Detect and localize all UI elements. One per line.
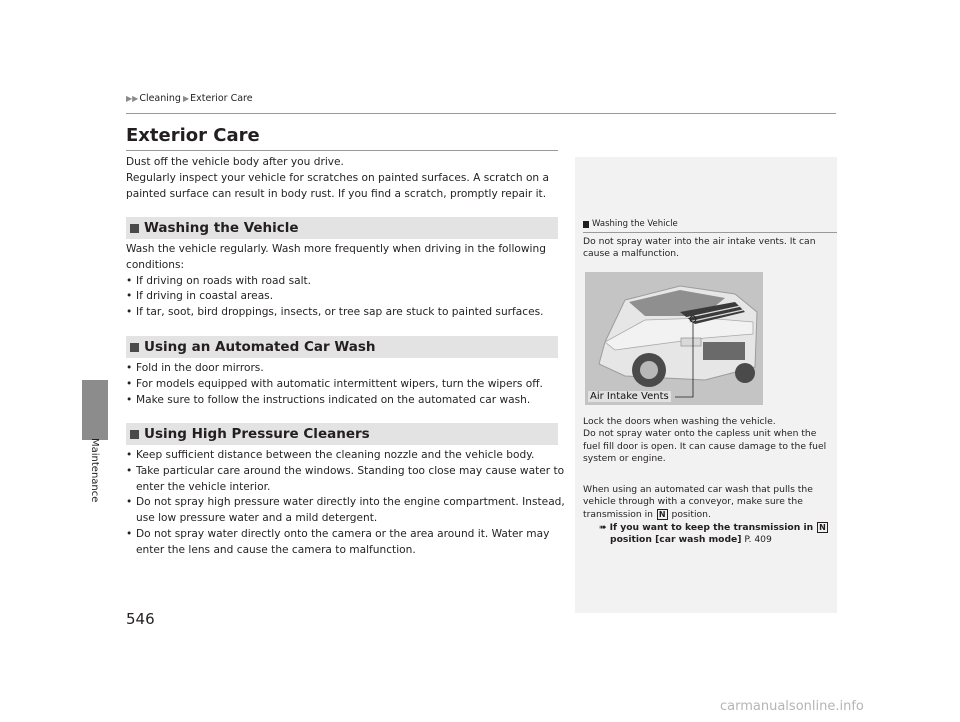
note-paragraph-2 <box>583 416 833 466</box>
section-heading-text: Using an Automated Car Wash <box>144 339 376 355</box>
breadcrumb-arrow-icon: ▶ <box>182 94 190 103</box>
note-line: fuel fill door is open. It can cause damage to the fuel <box>583 440 827 452</box>
vehicle-photo <box>585 272 763 405</box>
intro-line: Regularly inspect your vehicle for scratches on painted surfaces. A scratch on a <box>126 171 550 184</box>
list-item: • For models equipped with automatic intermittent wipers, turn the wipers off. <box>126 377 566 393</box>
breadcrumb <box>126 93 253 104</box>
note-line: When using an automated car wash that pulls the <box>583 484 813 495</box>
list-item <box>126 495 566 527</box>
section-square-icon <box>130 224 139 233</box>
watermark: carmanualsonline.info <box>720 699 864 714</box>
note-paragraph-3 <box>583 484 833 521</box>
note-line: Do not spray water onto the capless unit when the <box>583 428 817 440</box>
intro-line: Dust off the vehicle body after you drive. <box>126 156 344 168</box>
note-marker-icon <box>583 221 589 228</box>
note-rule <box>583 232 837 233</box>
section-heading-automated <box>126 336 558 358</box>
list-item: • If driving in coastal areas. <box>126 289 566 305</box>
note-text: transmission in <box>583 508 653 520</box>
header-rule <box>126 113 836 114</box>
bullet-text: use low pressure water and a mild detergent. <box>136 512 378 525</box>
section-heading-washing <box>126 217 558 239</box>
xref-text: If you want to keep the transmission in <box>609 522 814 533</box>
note-paragraph-1 <box>583 236 833 261</box>
note-heading-text: Washing the Vehicle <box>592 219 678 229</box>
bullet-text: Do not spray water directly onto the camera or the area around it. Water may <box>136 527 550 540</box>
note-line <box>583 509 833 521</box>
body-line: conditions: <box>126 258 185 271</box>
chapter-tab <box>82 380 108 440</box>
section-heading-text: Washing the Vehicle <box>144 220 299 236</box>
note-line: Do not spray water into the air intake vents. It can <box>583 236 816 247</box>
note-line <box>599 522 829 534</box>
title-rule <box>126 150 558 151</box>
section-square-icon <box>130 430 139 439</box>
list-item <box>126 464 566 496</box>
note-line: system or engine. <box>583 453 666 465</box>
list-item: • Fold in the door mirrors. <box>126 361 566 377</box>
intro-paragraph <box>126 155 566 202</box>
gear-n-key: N <box>658 509 666 519</box>
body-line: Wash the vehicle regularly. Wash more frequently when driving in the following <box>126 243 546 255</box>
high-pressure-body <box>126 448 566 559</box>
washing-bullet-list <box>126 274 566 321</box>
list-item <box>126 448 566 464</box>
list-item <box>126 527 566 559</box>
xref-text: position [car wash mode] <box>610 534 742 546</box>
bullet-text: Do not spray high pressure water directly into the engine compartment. Instead, <box>136 496 565 509</box>
note-line: Lock the doors when washing the vehicle. <box>583 416 776 427</box>
bullet-text: enter the vehicle interior. <box>136 480 271 493</box>
list-item: • If driving on roads with road salt. <box>126 274 566 290</box>
note-text: position. <box>671 508 711 520</box>
breadcrumb-cleaning[interactable]: Cleaning <box>139 93 181 104</box>
cross-reference-link[interactable] <box>599 522 829 547</box>
note-line: cause a malfunction. <box>583 248 679 260</box>
list-item: • If tar, soot, bird droppings, insects, or tree sap are stuck to painted surfaces. <box>126 305 566 321</box>
automated-bullet-list <box>126 361 566 408</box>
gear-n-key: N <box>819 523 826 532</box>
intro-line: painted surface can result in body rust. If you find a scratch, promptly repair it. <box>126 187 547 200</box>
xref-arrow-icon: ➠ <box>599 522 607 533</box>
section-heading-high-pressure <box>126 423 558 445</box>
chapter-label-text: Maintenance <box>89 438 100 503</box>
section-heading-text: Using High Pressure Cleaners <box>144 426 370 442</box>
page-title: Exterior Care <box>126 125 260 146</box>
bullet-text: Take particular care around the windows. Standing too close may cause water to <box>136 464 565 477</box>
chapter-label <box>80 438 110 528</box>
page-number: 546 <box>126 610 155 628</box>
note-heading <box>583 219 678 229</box>
note-line: vehicle through with a conveyor, make sure the <box>583 496 803 508</box>
breadcrumb-arrow-icon: ▶▶ <box>126 94 139 103</box>
xref-page: P. 409 <box>744 534 772 546</box>
washing-body <box>126 242 566 321</box>
bullet-text: Keep sufficient distance between the cleaning nozzle and the vehicle body. <box>136 449 535 461</box>
list-item: • Make sure to follow the instructions indicated on the automated car wash. <box>126 393 566 409</box>
automated-body <box>126 361 566 408</box>
high-pressure-bullet-list <box>126 448 566 559</box>
note-line <box>599 534 829 546</box>
breadcrumb-exterior-care[interactable]: Exterior Care <box>190 93 253 104</box>
section-square-icon <box>130 343 139 352</box>
image-callout-label: Air Intake Vents <box>590 391 669 402</box>
bullet-text: enter the lens and cause the camera to malfunction. <box>136 543 416 556</box>
suv-illustration <box>585 272 763 405</box>
